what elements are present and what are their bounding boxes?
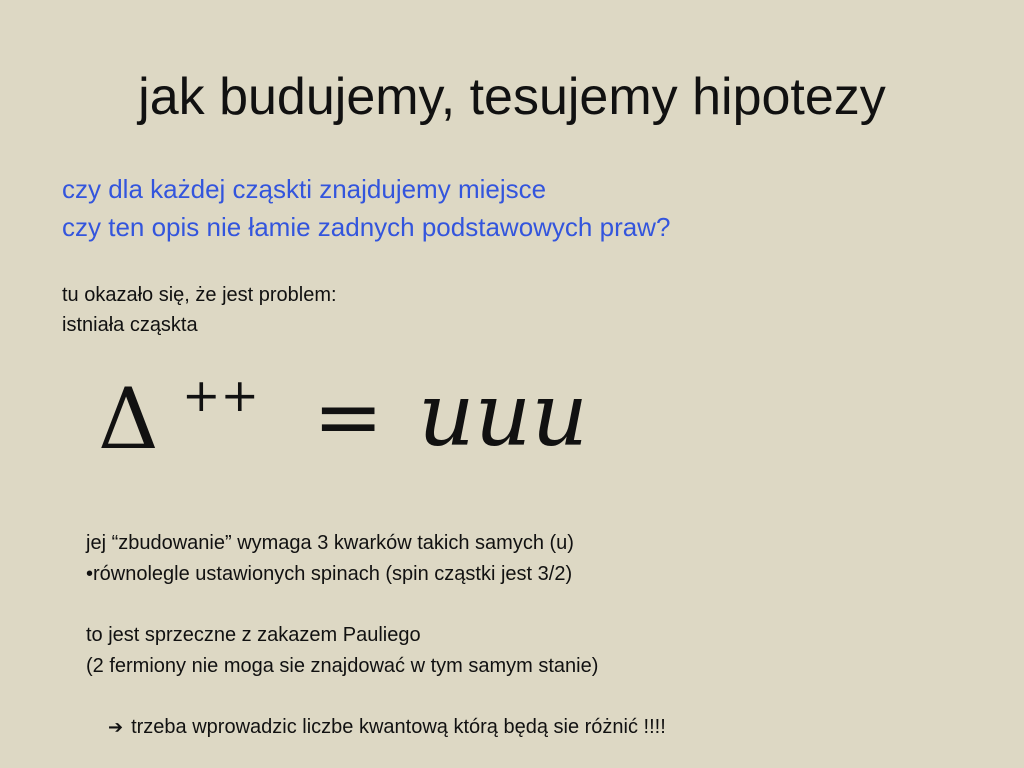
intro-line: istniała cząskta — [62, 314, 198, 336]
conclusion-text: trzeba wprowadzic liczbe kwantową którą będą sie różnić !!!! — [131, 716, 666, 738]
intro-block — [62, 280, 337, 340]
explanation-block — [86, 528, 574, 590]
right-arrow-icon: ➔ — [108, 717, 124, 737]
explanation-line: jej “zbudowanie” wymaga 3 kwarków takich samych (u) — [86, 532, 574, 554]
intro-line: tu okazało się, że jest problem: — [62, 284, 337, 306]
explanation-line: •równolegle ustawionych spinach (spin cząstki jest 3/2) — [86, 563, 573, 585]
formula-delta: Δ — [98, 370, 159, 468]
formula-equals: = — [313, 368, 384, 466]
formula — [98, 360, 658, 470]
conclusion — [108, 712, 666, 742]
pauli-block — [86, 620, 598, 682]
question-line: czy dla każdej cząskti znajdujemy miejsce — [62, 174, 547, 204]
pauli-line: (2 fermiony nie moga sie znajdować w tym samym stanie) — [86, 655, 599, 677]
formula-rhs: uuu — [418, 363, 589, 466]
formula-superscript: ++ — [182, 368, 260, 422]
slide-title: jak budujemy, tesujemy hipotezy — [138, 68, 886, 126]
pauli-line: to jest sprzeczne z zakazem Pauliego — [86, 624, 421, 646]
question-line: czy ten opis nie łamie zadnych podstawowych praw? — [62, 212, 671, 242]
question-block — [62, 170, 670, 246]
